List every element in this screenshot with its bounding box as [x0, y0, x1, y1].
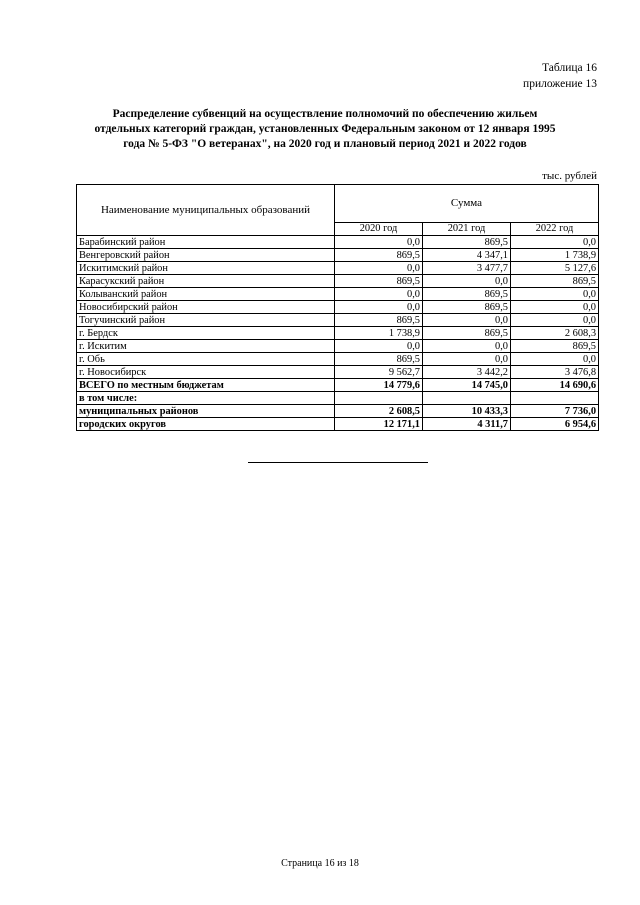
table-reference	[523, 60, 597, 92]
value-2020: 0,0	[335, 288, 423, 301]
document-title: Распределение субвенций на осуществление полномочий по обеспечению жильем отдельных категорий граждан, установленных Федеральным законом от 12 января 1995 года № 5-ФЗ "О ветеранах", на 2020 год и плановый период 2021 и 2022 годов	[94, 108, 556, 150]
total-row	[77, 379, 599, 392]
value-2020: 0,0	[335, 340, 423, 353]
table-label: Таблица 16	[542, 62, 597, 74]
column-header-sum: Сумма	[335, 185, 599, 223]
table-row	[77, 340, 599, 353]
value-2020: 869,5	[335, 314, 423, 327]
table-row	[77, 236, 599, 249]
column-header-name: Наименование муниципальных образований	[77, 185, 335, 236]
value-2021: 0,0	[423, 275, 511, 288]
value-2020: 869,5	[335, 249, 423, 262]
urban-2022: 6 954,6	[511, 418, 599, 431]
row-name: г. Новосибирск	[77, 366, 335, 379]
value-2020: 0,0	[335, 262, 423, 275]
total-label: ВСЕГО по местным бюджетам	[77, 379, 335, 392]
value-2021: 869,5	[423, 288, 511, 301]
value-2021: 869,5	[423, 236, 511, 249]
urban-row	[77, 418, 599, 431]
value-2022: 869,5	[511, 275, 599, 288]
year-header-2021: 2021 год	[423, 222, 511, 235]
value-2020: 0,0	[335, 236, 423, 249]
table-row	[77, 262, 599, 275]
value-2022: 2 608,3	[511, 327, 599, 340]
municipal-2022: 7 736,0	[511, 405, 599, 418]
row-name: Колыванский район	[77, 288, 335, 301]
row-name: Карасукский район	[77, 275, 335, 288]
municipal-label: муниципальных районов	[77, 405, 335, 418]
value-2021: 0,0	[423, 340, 511, 353]
appendix-label: приложение 13	[523, 78, 597, 90]
value-2022: 0,0	[511, 236, 599, 249]
value-2021: 869,5	[423, 327, 511, 340]
table-row	[77, 327, 599, 340]
total-2022: 14 690,6	[511, 379, 599, 392]
row-name: Новосибирский район	[77, 301, 335, 314]
unit-label: тыс. рублей	[542, 170, 597, 182]
row-name: г. Бердск	[77, 327, 335, 340]
empty-cell	[511, 392, 599, 405]
value-2021: 4 347,1	[423, 249, 511, 262]
row-name: Барабинский район	[77, 236, 335, 249]
separator-line	[248, 462, 428, 463]
value-2021: 0,0	[423, 314, 511, 327]
municipal-row	[77, 405, 599, 418]
empty-cell	[423, 392, 511, 405]
value-2020: 869,5	[335, 353, 423, 366]
row-name: Венгеровский район	[77, 249, 335, 262]
municipal-2021: 10 433,3	[423, 405, 511, 418]
table-row	[77, 353, 599, 366]
municipal-2020: 2 608,5	[335, 405, 423, 418]
year-header-2022: 2022 год	[511, 222, 599, 235]
row-name: г. Обь	[77, 353, 335, 366]
table-row	[77, 301, 599, 314]
table-row	[77, 275, 599, 288]
empty-cell	[335, 392, 423, 405]
value-2021: 3 442,2	[423, 366, 511, 379]
value-2022: 0,0	[511, 353, 599, 366]
row-name: г. Искитим	[77, 340, 335, 353]
value-2022: 5 127,6	[511, 262, 599, 275]
total-2020: 14 779,6	[335, 379, 423, 392]
urban-label: городских округов	[77, 418, 335, 431]
subsidy-table	[76, 184, 599, 431]
value-2022: 1 738,9	[511, 249, 599, 262]
table-row	[77, 249, 599, 262]
value-2021: 3 477,7	[423, 262, 511, 275]
table-row	[77, 366, 599, 379]
urban-2021: 4 311,7	[423, 418, 511, 431]
year-header-2020: 2020 год	[335, 222, 423, 235]
table-row	[77, 288, 599, 301]
including-label: в том числе:	[77, 392, 335, 405]
value-2022: 3 476,8	[511, 366, 599, 379]
value-2020: 9 562,7	[335, 366, 423, 379]
including-row	[77, 392, 599, 405]
row-name: Искитимский район	[77, 262, 335, 275]
value-2020: 869,5	[335, 275, 423, 288]
value-2020: 0,0	[335, 301, 423, 314]
value-2020: 1 738,9	[335, 327, 423, 340]
value-2022: 0,0	[511, 288, 599, 301]
table-row	[77, 314, 599, 327]
page-number: Страница 16 из 18	[281, 858, 359, 869]
value-2022: 869,5	[511, 340, 599, 353]
total-2021: 14 745,0	[423, 379, 511, 392]
value-2022: 0,0	[511, 301, 599, 314]
value-2021: 0,0	[423, 353, 511, 366]
value-2021: 869,5	[423, 301, 511, 314]
urban-2020: 12 171,1	[335, 418, 423, 431]
value-2022: 0,0	[511, 314, 599, 327]
row-name: Тогучинский район	[77, 314, 335, 327]
